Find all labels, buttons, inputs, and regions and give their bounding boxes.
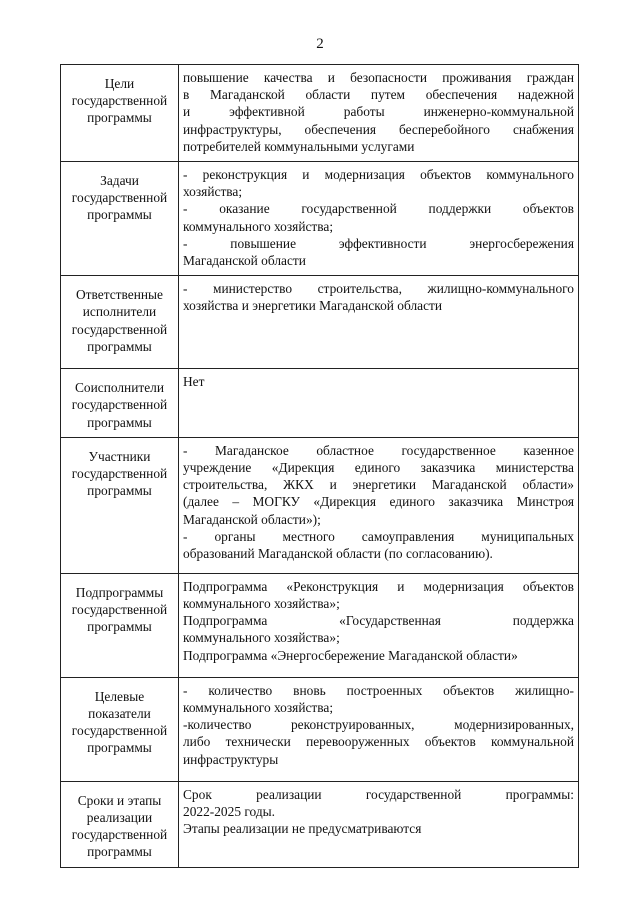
program-passport-table: [60, 64, 579, 868]
table-row: [61, 677, 579, 781]
row-label: Ответственные исполнители государственной программы: [61, 276, 179, 369]
table-row: [61, 573, 579, 677]
content-line: - реконструкция и модернизация объектов коммунального: [183, 167, 574, 183]
content-line: - органы местного самоуправления муниципальных: [183, 528, 574, 544]
content-line: и эффективной работы инженерно-коммунальной: [183, 104, 574, 120]
row-content: [179, 65, 579, 162]
table-row: [61, 369, 579, 438]
content-line: Магаданской области: [183, 253, 306, 269]
content-line: учреждение «Дирекция единого заказчика министерства: [183, 460, 574, 476]
row-content: [179, 276, 579, 369]
content-line: 2022-2025 годы.: [183, 804, 275, 820]
row-content: [179, 162, 579, 276]
row-content: [179, 573, 579, 677]
content-line: Подпрограмма «Государственная поддержка: [183, 613, 574, 629]
content-line: коммунального хозяйства;: [183, 218, 334, 234]
content-line: либо технически перевооруженных объектов коммунальной: [183, 734, 574, 750]
content-line: Магаданской области»);: [183, 511, 321, 527]
table-row: [61, 65, 579, 162]
row-content: [179, 677, 579, 781]
content-line: (далее – МОГКУ «Дирекция единого заказчика Минстроя: [183, 494, 574, 510]
content-line: Нет: [183, 374, 205, 390]
row-content: [179, 437, 579, 573]
content-line: - количество вновь построенных объектов жилищно-: [183, 682, 574, 698]
page-number: 2: [316, 36, 324, 52]
content-line: -количество реконструированных, модернизированных,: [183, 717, 574, 733]
content-line: Этапы реализации не предусматриваются: [183, 821, 422, 837]
content-line: Подпрограмма «Энергосбережение Магаданской области»: [183, 647, 518, 663]
content-line: - повышение эффективности энергосбережения: [183, 235, 574, 251]
content-line: коммунального хозяйства»;: [183, 630, 340, 646]
row-label: Задачи государственной программы: [61, 162, 179, 276]
content-line: - министерство строительства, жилищно-коммунального: [183, 281, 574, 297]
table-body: [61, 65, 579, 868]
content-line: инфраструктуры, обеспечения бесперебойного снабжения: [183, 121, 574, 137]
content-line: образований Магаданской области (по согласованию).: [183, 546, 493, 562]
content-line: Срок реализации государственной программы:: [183, 786, 574, 802]
row-label: Цели государственной программы: [61, 65, 179, 162]
row-label: Участники государственной программы: [61, 437, 179, 573]
content-line: строительства, ЖКХ и энергетики Магаданской области»: [183, 477, 574, 493]
row-content: [179, 781, 579, 867]
content-line: хозяйства и энергетики Магаданской области: [183, 298, 443, 314]
table-row: [61, 437, 579, 573]
row-content: [179, 369, 579, 438]
content-line: коммунального хозяйства;: [183, 700, 334, 716]
content-line: Подпрограмма «Реконструкция и модернизация объектов: [183, 578, 574, 594]
row-label: Подпрограммы государственной программы: [61, 573, 179, 677]
table-row: [61, 781, 579, 867]
content-line: коммунального хозяйства»;: [183, 596, 340, 612]
content-line: - Магаданское областное государственное казенное: [183, 442, 574, 458]
content-line: в Магаданской области путем обеспечения надежной: [183, 87, 574, 103]
content-line: инфраструктуры: [183, 751, 279, 767]
row-label: Целевые показатели государственной программы: [61, 677, 179, 781]
content-line: повышение качества и безопасности проживания граждан: [183, 70, 574, 85]
content-line: хозяйства;: [183, 184, 243, 200]
table-row: [61, 276, 579, 369]
content-line: - оказание государственной поддержки объектов: [183, 201, 574, 217]
row-label: Соисполнители государственной программы: [61, 369, 179, 438]
table-row: [61, 162, 579, 276]
content-line: потребителей коммунальными услугами: [183, 138, 415, 154]
row-label: Сроки и этапы реализации государственной программы: [61, 781, 179, 867]
